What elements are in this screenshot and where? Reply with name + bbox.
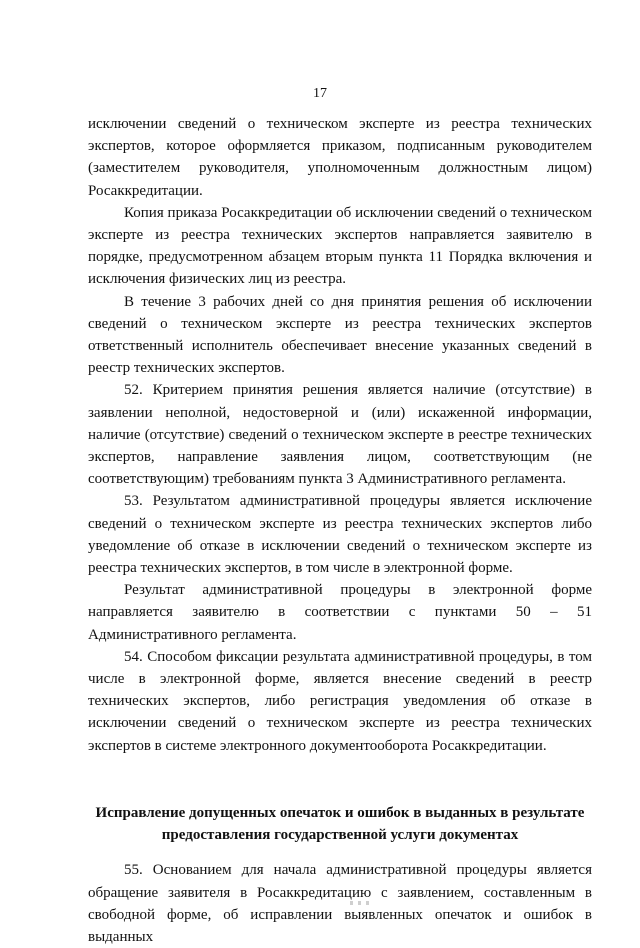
paragraph: 53. Результатом административной процедуры является исключение сведений о техническом эксперте из реестра технических экспертов либо уведомление об отказе в исключении сведений о техническом эксперте из реестра технических экспертов, в том числе в электронной форме. [88, 493, 592, 577]
document-body [88, 113, 592, 948]
paragraph: 54. Способом фиксации результата административной процедуры, в том числе в электронной форме, является внесение сведений в реестр технических экспертов, либо регистрация уведомления об отказе в исключении сведений о техническом эксперте из реестра технических экспертов в системе электронного документооборота Росаккредитации. [88, 648, 592, 754]
paragraph-group-top [88, 113, 592, 757]
paragraph: исключении сведений о техническом эксперте из реестра технических экспертов, которое оформляется приказом, подписанным руководителем (заместителем руководителя, уполномоченным должностным лицом) Росаккредитации. [88, 116, 592, 199]
scan-edge [0, 901, 640, 905]
page-number: 17 [313, 86, 327, 101]
paragraph: В течение 3 рабочих дней со дня принятия решения об исключении сведений о техническом эксперте из реестра технических экспертов ответственный исполнитель обеспечивает внесение указанных сведений в реестр технических экспертов. [88, 293, 592, 377]
paragraph: 52. Критерием принятия решения является наличие (отсутствие) в заявлении неполной, недостоверной и (или) искаженной информации, наличие (отсутствие) сведений о техническом эксперте в реестре технических экспертов, направление заявления лицом, соответствующим (не соответствующим) требованиям пункта 3 Административного регламента. [88, 382, 592, 488]
paragraph: 55. Основанием для начала административной процедуры является обращение заявителя в Росаккредитацию с заявлением, составленным в свободной форме, об исправлении выявленных опечаток и ошибок в выданных [88, 862, 592, 945]
section-heading: Исправление допущенных опечаток и ошибок в выданных в результате предоставления государственной услуги документах [95, 804, 585, 844]
paragraph: Копия приказа Росаккредитации об исключении сведений о техническом эксперте из реестра технических экспертов направляется заявителю в порядке, предусмотренном абзацем вторым пункта 11 Порядка включения и исключения физических лиц из реестра. [88, 204, 592, 288]
paragraph: Результат административной процедуры в электронной форме направляется заявителю в соответствии с пунктами 50 – 51 Административного регламента. [88, 582, 592, 643]
